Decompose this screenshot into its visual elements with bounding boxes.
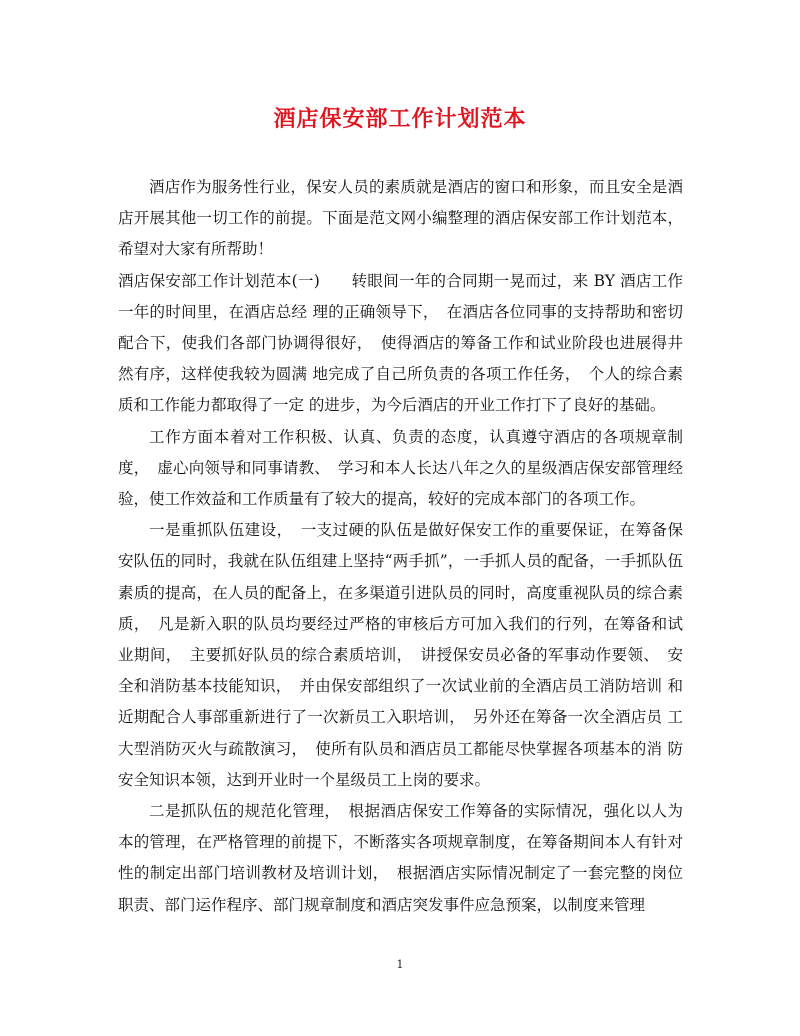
paragraph-intro: 酒店作为服务性行业，保安人员的素质就是酒店的窗口和形象，而且安全是酒店开展其他一切工作的前提。下面是范文网小编整理的酒店保安部工作计划范本，希望对大家有所帮助！ [118,178,683,259]
page-number: 1 [396,958,404,971]
paragraph-work-attitude: 工作方面本着对工作积极、认真、负责的态度，认真遵守酒店的各项规章制度， 虚心向领导和同事请教、 学习和本人长达八年之久的星级酒店保安部管理经 验，使工作效益和工作质量有了较大的提高，较好的完成本部门的各项工作。 [118,427,683,509]
paragraph-standard-management: 二是抓队伍的规范化管理， 根据酒店保安工作筹备的实际情况，强化以人为本的管理，在严格管理的前提下，不断落实各项规章制度，在筹备期间本人有针对性的制定出部门培训教材及培训计划， 根据酒店实际情况制定了一套完整的岗位职责、部门运作程序、部门规章制度和酒店突发事件应急预案，以制度来管理 [118,802,683,914]
paragraph-team-building: 一是重抓队伍建设， 一支过硬的队伍是做好保安工作的重要保证，在筹备保安队伍的同时，我就在队伍组建上坚持“两手抓”，一手抓人员的配备，一手抓队伍素质的提高，在人员的配备上，在多渠道引进队员的同时，高度重视队员的综合素质， 凡是新入职的队员均要经过严格的审核后方可加入我们的行列，在筹备和试业期间， 主要抓好队员的综合素质培训， 讲授保安员必备的军事动作要领、 安全和消防基本技能知识， 并由保安部组织了一次试业前的全酒店员工消防培训 和近期配合人事部重新进行了一次新员工入职培训， 另外还在筹备一次全酒店员 工大型消防灭火与疏散演习， 使所有队员和酒店员工都能尽快掌握各项基本的消 防安全知识本领，达到开业时一个星级员工上岗的要求。 [118,521,683,789]
paragraph-plan-one: 酒店保安部工作计划范本(一) 转眼间一年的合同期一晃而过，来 BY 酒店工作一年的时间里，在酒店总经 理的正确领导下， 在酒店各位同事的支持帮助和密切配合下，使我们各部门协调得很好， 使得酒店的筹备工作和试业阶段也进展得井然有序，这样使我较为圆满 地完成了自己所负责的各项工作任务， 个人的综合素质和工作能力都取得了一定 的进步，为今后酒店的开业工作打下了良好的基础。 [118,271,683,415]
document-title: 酒店保安部工作计划范本 [273,106,527,132]
document-body [118,172,683,921]
